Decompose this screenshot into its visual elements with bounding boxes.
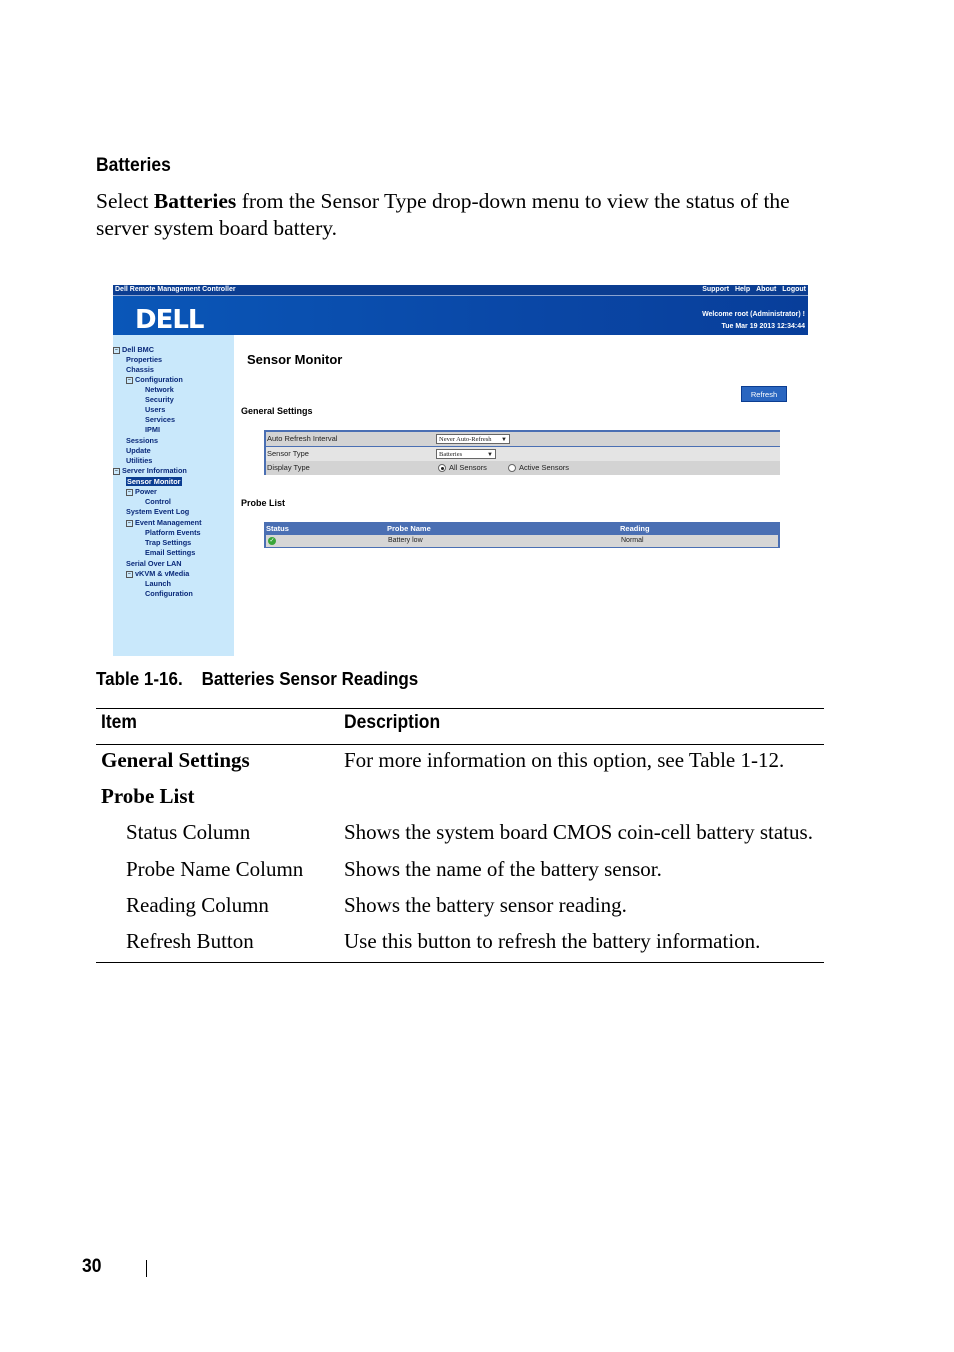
auto-refresh-row (266, 432, 780, 446)
tree-item-security[interactable]: Security (145, 395, 174, 404)
chevron-down-icon: ▼ (501, 437, 507, 443)
tree-label: Power (135, 487, 157, 496)
table-bottom-rule (96, 962, 824, 963)
tree-item-services[interactable]: Services (145, 415, 176, 424)
general-settings-panel (264, 430, 780, 475)
tree-item-dell-bmc[interactable] (113, 345, 154, 355)
table-row-item: Reading Column (126, 893, 269, 917)
sensor-type-label: Sensor Type (267, 449, 309, 458)
radio-selected-icon[interactable] (438, 464, 446, 472)
refresh-button[interactable]: Refresh (741, 386, 787, 402)
display-type-label: Display Type (267, 463, 310, 472)
collapse-icon[interactable]: − (126, 377, 133, 384)
table-caption: Table 1-16. Batteries Sensor Readings (96, 668, 419, 689)
tree-item-launch[interactable]: Launch (145, 579, 171, 588)
item-column-header: Item (101, 712, 137, 733)
tree-label-selected: Sensor Monitor (127, 477, 181, 486)
dell-logo: DELL (135, 305, 204, 335)
table-row-desc: Shows the battery sensor reading. (344, 893, 627, 917)
tree-item-power[interactable] (126, 487, 157, 497)
tree-label: Event Management (135, 518, 202, 527)
datetime-text: Tue Mar 19 2013 12:34:44 (721, 323, 805, 330)
radio-label: Active Sensors (519, 463, 570, 472)
tree-item-serial-over-lan[interactable]: Serial Over LAN (126, 559, 182, 568)
radio-icon[interactable] (508, 464, 516, 472)
tree-item-network[interactable]: Network (145, 385, 174, 394)
probe-row (266, 535, 778, 547)
nav-tree (113, 335, 234, 656)
table-row-item: Refresh Button (126, 929, 254, 953)
welcome-text: Welcome root (Administrator) ! (702, 311, 805, 318)
intro-text-start: Select (96, 189, 154, 213)
intro-paragraph (96, 188, 826, 242)
display-type-row (266, 461, 780, 475)
top-links (698, 285, 806, 295)
intro-text-end: from the Sensor Type drop-down menu to view the status of the server system board battery. (96, 189, 790, 240)
tree-label: Dell BMC (122, 345, 155, 354)
probe-name-header: Probe Name (387, 524, 431, 533)
tree-item-properties[interactable]: Properties (126, 355, 163, 364)
probe-table (264, 522, 780, 548)
collapse-icon[interactable]: − (113, 347, 120, 354)
table-row-desc: For more information on this option, see Table 1-12. (344, 748, 785, 772)
reading-cell: Normal (621, 537, 644, 544)
tree-item-event-management[interactable] (126, 518, 202, 528)
logout-link[interactable]: Logout (782, 286, 806, 293)
select-value: Never Auto-Refresh (439, 436, 492, 443)
tree-item-users[interactable]: Users (145, 405, 166, 414)
tree-item-platform-events[interactable]: Platform Events (145, 528, 201, 537)
reading-header: Reading (620, 524, 650, 533)
page-number: 30 (82, 1256, 102, 1277)
tree-item-vmedia-configuration[interactable]: Configuration (145, 589, 193, 598)
tree-item-utilities[interactable]: Utilities (126, 456, 153, 465)
description-column-header: Description (344, 712, 441, 733)
table-top-rule (96, 708, 824, 709)
sensor-type-select[interactable] (436, 449, 496, 459)
table-row-desc: Shows the system board CMOS coin-cell battery status. (344, 820, 813, 844)
sensor-type-row (266, 447, 780, 461)
tree-item-server-information[interactable] (113, 466, 187, 476)
table-row-item: Probe Name Column (126, 857, 304, 881)
collapse-icon[interactable]: − (113, 468, 120, 475)
tree-item-trap-settings[interactable]: Trap Settings (145, 538, 192, 547)
sensor-monitor-screenshot (113, 285, 808, 656)
probe-header-row (265, 523, 779, 534)
table-header-rule (96, 744, 824, 745)
welcome-block (702, 309, 805, 333)
intro-bold-term: Batteries (153, 189, 237, 213)
table-row-desc: Use this button to refresh the battery information. (344, 929, 761, 953)
footer-divider (146, 1260, 147, 1277)
general-settings-heading: General Settings (241, 406, 313, 416)
tree-item-chassis[interactable]: Chassis (126, 365, 154, 374)
tree-item-ipmi[interactable]: IPMI (145, 425, 160, 434)
chevron-down-icon: ▼ (487, 452, 493, 458)
tree-label: Configuration (135, 375, 183, 384)
section-heading: Batteries (96, 155, 171, 176)
tree-item-sessions[interactable]: Sessions (126, 436, 159, 445)
status-ok-icon: ✓ (269, 538, 275, 544)
all-sensors-option[interactable] (438, 461, 487, 475)
radio-label: All Sensors (449, 463, 487, 472)
tree-item-system-event-log[interactable]: System Event Log (126, 507, 190, 516)
brand-label: Dell Remote Management Controller (115, 286, 236, 293)
auto-refresh-select[interactable] (436, 434, 510, 444)
table-row-item: Probe List (101, 784, 195, 808)
about-link[interactable]: About (756, 286, 777, 293)
tree-item-configuration[interactable] (126, 375, 183, 385)
select-value: Batteries (439, 451, 463, 458)
page-title: Sensor Monitor (247, 352, 343, 367)
tree-item-sensor-monitor[interactable] (126, 477, 182, 487)
help-link[interactable]: Help (734, 286, 751, 293)
active-sensors-option[interactable] (508, 461, 569, 475)
probe-list-heading: Probe List (241, 498, 286, 508)
top-bar (113, 285, 808, 295)
banner (113, 296, 808, 335)
tree-item-update[interactable]: Update (126, 446, 151, 455)
status-header: Status (266, 524, 289, 533)
auto-refresh-label: Auto Refresh Interval (267, 434, 338, 443)
tree-item-vkvm-vmedia[interactable] (126, 569, 189, 579)
probe-name-cell: Battery low (388, 537, 423, 544)
collapse-icon[interactable]: − (126, 520, 133, 527)
table-row-desc: Shows the name of the battery sensor. (344, 857, 662, 881)
tree-label: Server Information (122, 466, 187, 475)
tree-item-control[interactable]: Control (145, 497, 171, 506)
table-row-item: Status Column (126, 820, 251, 844)
tree-label: vKVM & vMedia (135, 569, 190, 578)
collapse-icon[interactable]: − (126, 489, 133, 496)
collapse-icon[interactable]: − (126, 571, 133, 578)
tree-item-email-settings[interactable]: Email Settings (145, 548, 196, 557)
support-link[interactable]: Support (702, 286, 730, 293)
table-row-item: General Settings (101, 748, 250, 772)
